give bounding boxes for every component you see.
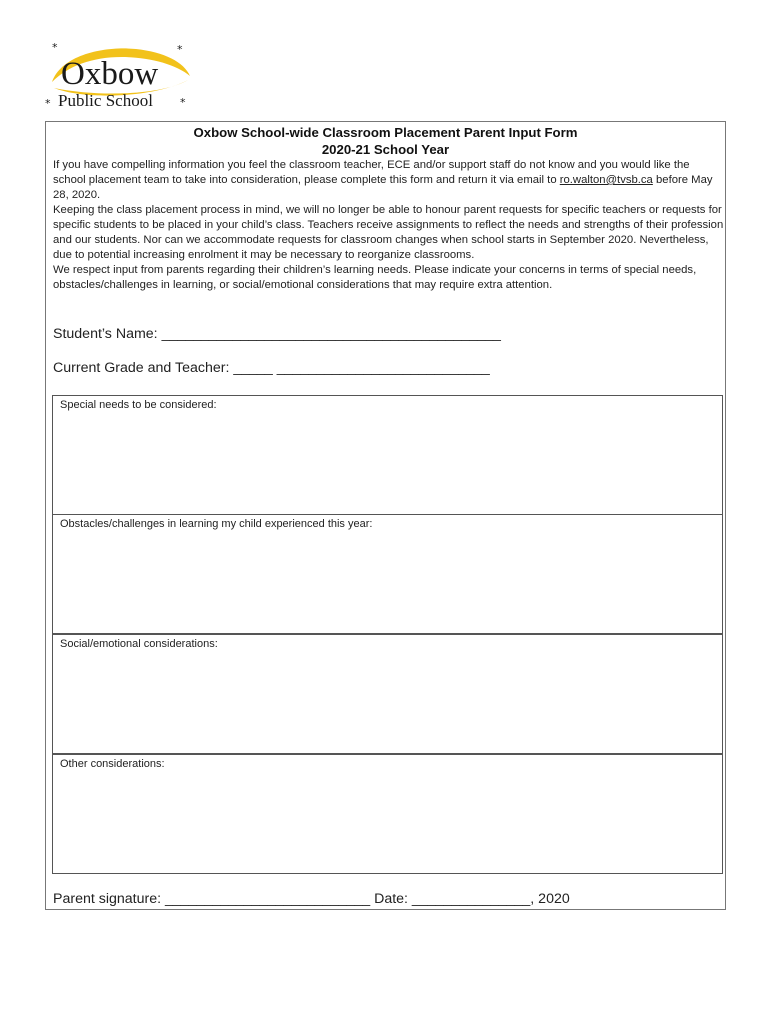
social-emotional-label: Social/emotional considerations:: [60, 638, 218, 650]
logo-word-public-school: Public School: [58, 91, 153, 110]
instructions-paragraph-2: Keeping the class placement process in mind, we will no longer be able to honour parent requests for specific teachers or requests for specific students to be placed in your child’s class. Teachers receive assignments to reflect the needs and strengths of their profession and our students. Nor can we accommodate requests for classroom changes when school starts in September 2020. Nevertheless, due to potential increasing enrolment it may be necessary to reorganize classrooms.: [53, 204, 724, 261]
grade-teacher-field[interactable]: Current Grade and Teacher: _____ ___________________________: [53, 360, 490, 376]
social-emotional-box[interactable]: [52, 634, 723, 754]
instructions-paragraph-3: We respect input from parents regarding their children’s learning needs. Please indicate your concerns in terms of special needs, obstacles/challenges in learning, or social/emotional considerations that may require extra attention.: [53, 264, 697, 291]
other-considerations-label: Other considerations:: [60, 758, 165, 770]
special-needs-box[interactable]: [52, 395, 723, 515]
special-needs-label: Special needs to be considered:: [60, 399, 217, 411]
instructions-paragraph-1: [53, 158, 725, 203]
instructions-deadline: before May 28, 2020.: [53, 174, 713, 201]
star-icon: *: [180, 96, 186, 109]
instructions-text: If you have compelling information you feel the classroom teacher, ECE and/or support staff do not know and you would like the school placement team to take into consideration, please complete this form and return it via email to: [53, 159, 690, 186]
form-subtitle: 2020-21 School Year: [321, 142, 450, 157]
star-icon: *: [177, 43, 183, 56]
form-instructions: [53, 158, 725, 293]
star-icon: *: [45, 97, 51, 110]
email-link[interactable]: ro.walton@tvsb.ca: [559, 174, 653, 186]
oxbow-logo-graphic: [44, 40, 194, 112]
obstacles-box[interactable]: [52, 514, 723, 634]
school-logo: [44, 40, 194, 112]
form-title: Oxbow School-wide Classroom Placement Parent Input Form: [193, 125, 578, 140]
other-considerations-box[interactable]: [52, 754, 723, 874]
placement-form: [45, 121, 726, 910]
signature-date-field[interactable]: Parent signature: __________________________ Date: _______________, 2020: [53, 891, 570, 907]
obstacles-label: Obstacles/challenges in learning my child experienced this year:: [60, 518, 373, 530]
student-name-field[interactable]: Student’s Name: ___________________________________________: [53, 326, 501, 342]
star-icon: *: [52, 41, 58, 54]
logo-word-oxbow: Oxbow: [61, 56, 159, 92]
